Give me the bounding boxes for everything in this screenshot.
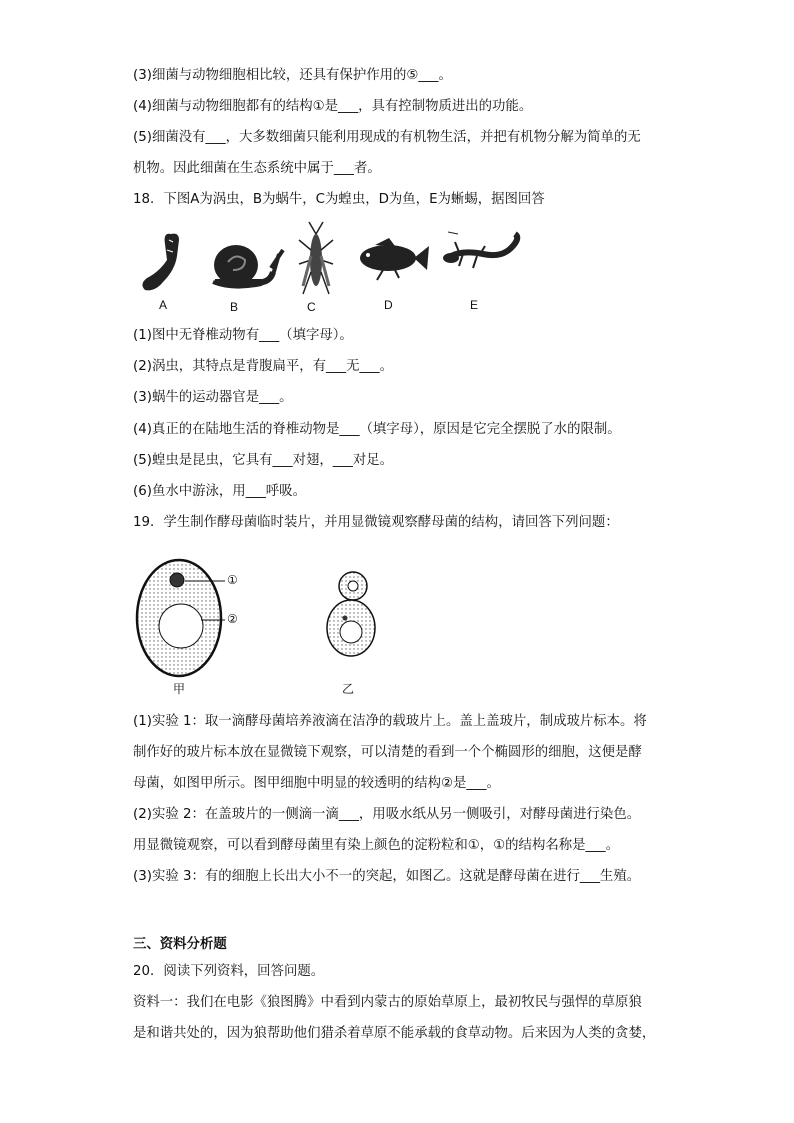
yeast-figure [133, 552, 413, 702]
snail-icon [213, 245, 283, 287]
q18-item-2: (2)涡虫，其特点是背腹扁平，有___无___。 [133, 359, 393, 374]
q19-item-3: (3)实验 3：有的细胞上长出大小不一的突起，如图乙。这就是酵母菌在进行___生殖。 [133, 869, 641, 884]
q18-item-4: (4)真正的在陆地生活的脊椎动物是___（填字母），原因是它完全摆脱了水的限制。 [133, 422, 621, 437]
figure-label-e: E [470, 298, 479, 312]
figure-label-2: ② [227, 612, 238, 626]
text-line-q17-5a: (5)细菌没有___，大多数细菌只能利用现成的有机物生活，并把有机物分解为简单的无 [133, 130, 641, 145]
q18-item-1: (1)图中无脊椎动物有___（填字母）。 [133, 328, 353, 343]
lizard-icon [443, 232, 517, 268]
figure-label-jia: 甲 [173, 682, 186, 696]
figure-label-yi: 乙 [342, 682, 355, 696]
section-heading: 三、资料分析题 [133, 937, 227, 952]
grasshopper-icon [299, 222, 333, 294]
q19-item-1a: (1)实验 1：取一滴酵母菌培养液滴在洁净的载玻片上。盖上盖玻片，制成玻片标本。将 [133, 714, 647, 729]
figure-label-c: C [307, 300, 316, 314]
question-19-title: 19．学生制作酵母菌临时装片，并用显微镜观察酵母菌的结构，请回答下列问题： [133, 515, 619, 530]
question-18-title: 18．下图A为涡虫，B为蜗牛，C为蝗虫，D为鱼，E为蜥蜴，据图回答 [133, 192, 545, 207]
q19-item-2b: 用显微镜观察，可以看到酵母菌里有染上颜色的淀粉粒和①，①的结构名称是___。 [133, 838, 619, 853]
fish-icon [360, 238, 429, 280]
q18-item-5: (5)蝗虫是昆虫，它具有___对翅，___对足。 [133, 453, 393, 468]
text-line-q17-4: (4)细菌与动物细胞都有的结构①是___，具有控制物质进出的功能。 [133, 99, 533, 114]
figure-label-b: B [230, 300, 239, 314]
q18-item-3: (3)蜗牛的运动器官是___。 [133, 390, 293, 405]
question-20-title: 20．阅读下列资料，回答问题。 [133, 964, 325, 979]
text-line-q17-3: (3)细菌与动物细胞相比较，还具有保护作用的⑤___。 [133, 68, 452, 83]
material-paragraph-1: 资料一：我们在电影《狼图腾》中看到内蒙古的原始草原上，最初牧民与强悍的草原狼 [133, 995, 642, 1010]
q18-item-6: (6)鱼水中游泳，用___呼吸。 [133, 484, 306, 499]
animals-figure [133, 220, 533, 320]
flatworm-icon [142, 234, 179, 291]
figure-label-a: A [159, 298, 168, 312]
q19-item-1b: 制作好的玻片标本放在显微镜下观察，可以清楚的看到一个个椭圆形的细胞，这便是酵 [133, 745, 642, 760]
figure-label-1: ① [227, 573, 238, 587]
q19-item-2a: (2)实验 2：在盖玻片的一侧滴一滴___，用吸水纸从另一侧吸引，对酵母菌进行染色。 [133, 807, 641, 822]
yeast-cell-jia [137, 560, 225, 676]
material-paragraph-2: 是和谐共处的，因为狼帮助他们猎杀着草原不能承载的食草动物。后来因为人类的贪婪， [133, 1026, 656, 1041]
figure-label-d: D [384, 298, 393, 312]
q19-item-1c: 母菌，如图甲所示。图甲细胞中明显的较透明的结构②是___。 [133, 776, 500, 791]
yeast-cell-yi [327, 572, 375, 656]
text-line-q17-5b: 机物。因此细菌在生态系统中属于___者。 [133, 161, 381, 176]
